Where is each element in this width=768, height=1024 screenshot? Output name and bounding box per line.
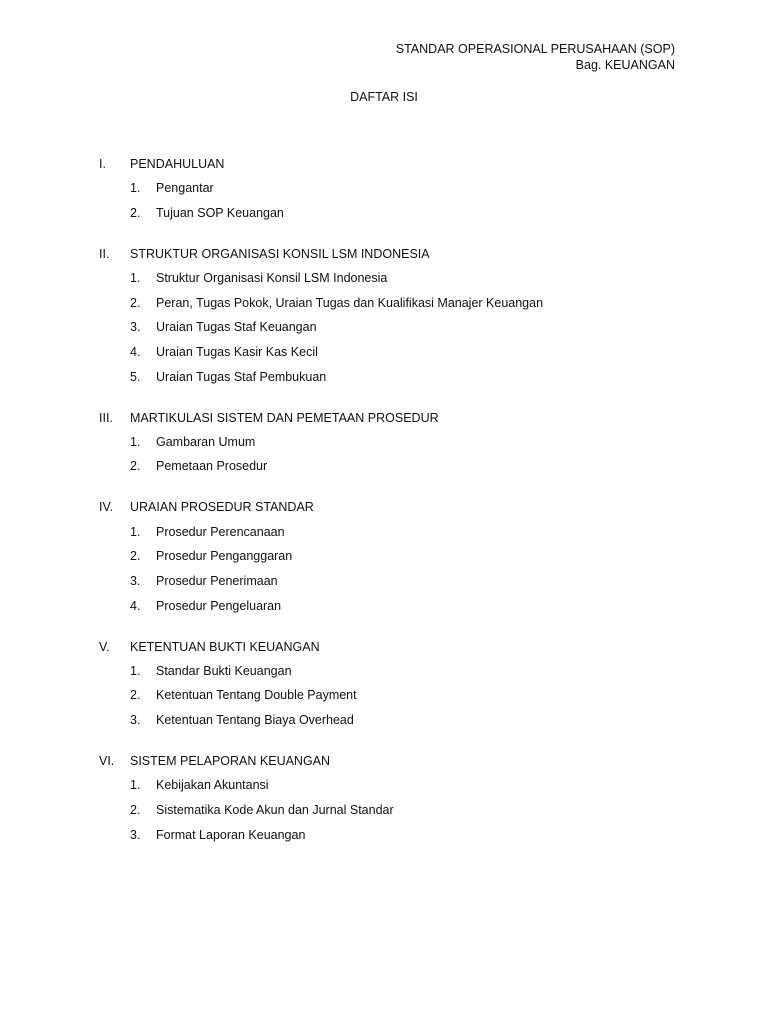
- toc-section-heading: [99, 753, 543, 769]
- item-label: Struktur Organisasi Konsil LSM Indonesia: [156, 271, 388, 286]
- item-number: 2.: [130, 459, 141, 474]
- item-label: Prosedur Penerimaan: [156, 573, 278, 588]
- toc-section: [99, 753, 543, 842]
- item-number: 2.: [130, 549, 141, 564]
- toc-item: [99, 344, 543, 360]
- toc-section-heading: [99, 410, 543, 426]
- toc-item: [99, 777, 543, 793]
- item-number: 2.: [130, 205, 141, 220]
- item-number: 1.: [130, 524, 141, 539]
- item-number: 4.: [130, 344, 141, 359]
- item-label: Prosedur Penganggaran: [156, 549, 293, 564]
- item-label: Kebijakan Akuntansi: [156, 778, 269, 793]
- item-number: 1.: [130, 181, 141, 196]
- toc-item: [99, 802, 543, 818]
- section-title: STRUKTUR ORGANISASI KONSIL LSM INDONESIA: [130, 246, 430, 261]
- toc-item: [99, 548, 543, 564]
- header-company-title: STANDAR OPERASIONAL PERUSAHAAN (SOP): [395, 42, 675, 56]
- item-number: 4.: [130, 598, 141, 613]
- item-number: 2.: [130, 802, 141, 817]
- table-of-contents: [99, 156, 543, 868]
- item-label: Uraian Tugas Kasir Kas Kecil: [156, 344, 318, 359]
- toc-section-heading: [99, 246, 543, 262]
- item-label: Gambaran Umum: [156, 434, 256, 449]
- toc-item: [99, 598, 543, 614]
- toc-section-heading: [99, 639, 543, 655]
- page-title: DAFTAR ISI: [350, 90, 418, 104]
- item-number: 2.: [130, 295, 141, 310]
- section-number: VI.: [99, 754, 115, 769]
- section-number: V.: [99, 639, 110, 654]
- item-label: Tujuan SOP Keuangan: [156, 205, 284, 220]
- toc-item: [99, 319, 543, 335]
- toc-section-heading: [99, 499, 543, 515]
- item-label: Uraian Tugas Staf Pembukuan: [156, 369, 327, 384]
- toc-section: [99, 410, 543, 475]
- section-title: MARTIKULASI SISTEM DAN PEMETAAN PROSEDUR: [130, 410, 439, 425]
- item-label: Sistematika Kode Akun dan Jurnal Standar: [156, 802, 394, 817]
- toc-item: [99, 712, 543, 728]
- item-number: 3.: [130, 713, 141, 728]
- section-title: URAIAN PROSEDUR STANDAR: [130, 500, 314, 515]
- item-label: Prosedur Perencanaan: [156, 524, 285, 539]
- header-department: Bag. KEUANGAN: [575, 58, 675, 72]
- section-number: II.: [99, 246, 110, 261]
- item-label: Uraian Tugas Staf Keuangan: [156, 320, 317, 335]
- section-title: KETENTUAN BUKTI KEUANGAN: [130, 639, 320, 654]
- item-label: Pemetaan Prosedur: [156, 459, 268, 474]
- toc-item: [99, 687, 543, 703]
- item-number: 3.: [130, 320, 141, 335]
- item-number: 1.: [130, 778, 141, 793]
- toc-item: [99, 295, 543, 311]
- document-header: [396, 41, 675, 73]
- toc-item: [99, 205, 543, 221]
- toc-section: [99, 499, 543, 613]
- toc-section-heading: [99, 156, 543, 172]
- item-number: 5.: [130, 369, 141, 384]
- toc-section: [99, 156, 543, 221]
- item-number: 1.: [130, 434, 141, 449]
- toc-item: [99, 663, 543, 679]
- section-title: SISTEM PELAPORAN KEUANGAN: [130, 754, 331, 769]
- toc-item: [99, 573, 543, 589]
- toc-item: [99, 180, 543, 196]
- item-label: Ketentuan Tentang Double Payment: [156, 688, 357, 703]
- section-number: I.: [99, 157, 106, 171]
- item-number: 1.: [130, 663, 141, 678]
- toc-section: [99, 639, 543, 728]
- section-number: III.: [99, 410, 113, 425]
- item-label: Standar Bukti Keuangan: [156, 663, 292, 678]
- toc-item: [99, 458, 543, 474]
- item-number: 1.: [130, 271, 141, 286]
- toc-item: [99, 827, 543, 843]
- section-title: PENDAHULUAN: [130, 157, 225, 171]
- toc-item: [99, 524, 543, 540]
- item-label: Ketentuan Tentang Biaya Overhead: [156, 713, 354, 728]
- toc-section: [99, 246, 543, 385]
- toc-item: [99, 369, 543, 385]
- section-number: IV.: [99, 500, 114, 515]
- item-label: Peran, Tugas Pokok, Uraian Tugas dan Kualifikasi Manajer Keuangan: [156, 295, 544, 310]
- item-number: 2.: [130, 688, 141, 703]
- item-number: 3.: [130, 573, 141, 588]
- item-number: 3.: [130, 827, 141, 842]
- item-label: Prosedur Pengeluaran: [156, 598, 282, 613]
- item-label: Pengantar: [156, 181, 214, 196]
- toc-item: [99, 270, 543, 286]
- toc-item: [99, 434, 543, 450]
- item-label: Format Laporan Keuangan: [156, 827, 306, 842]
